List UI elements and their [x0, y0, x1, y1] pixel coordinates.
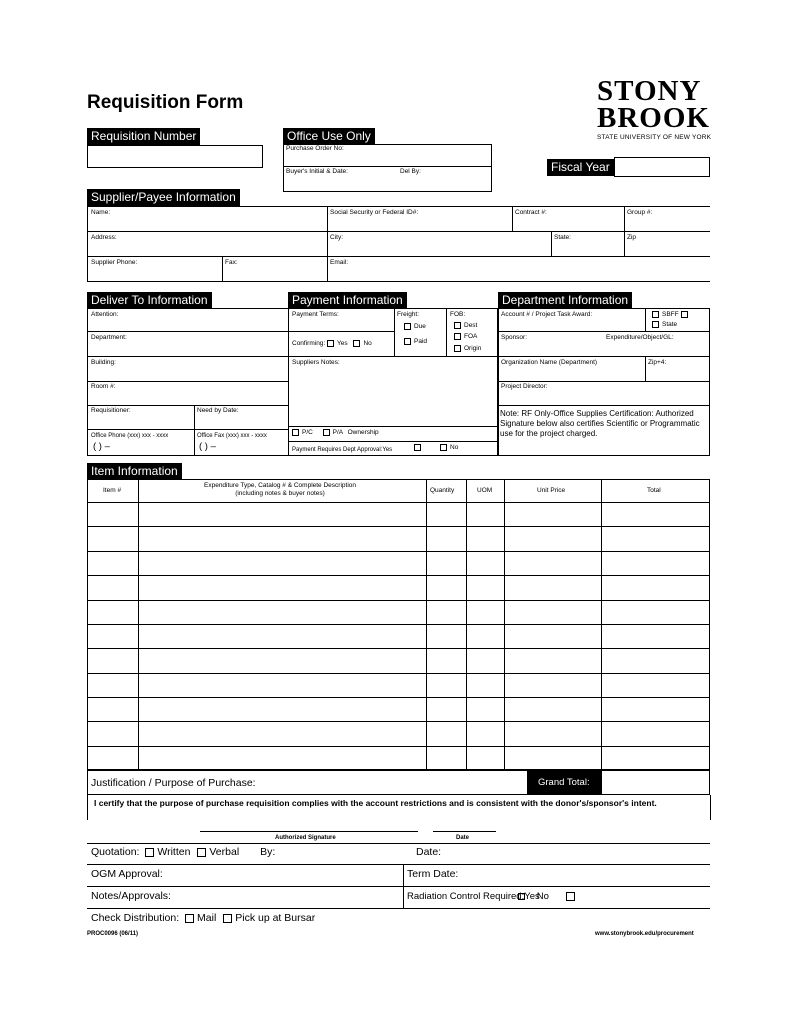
- divider: [87, 429, 289, 430]
- pc-pa-row: [292, 429, 379, 437]
- quotation-date-label: Date:: [416, 846, 442, 858]
- supplier-ssn-label: Social Security or Federal ID#:: [330, 209, 419, 216]
- quotation-row: [91, 846, 275, 858]
- logo-line2: BROOK: [597, 102, 710, 134]
- room-label: Room #:: [91, 383, 116, 390]
- table-row: [87, 526, 710, 527]
- confirming-text: Confirming:: [292, 340, 326, 348]
- radiation-label: Radiation Control Required:Yes: [407, 891, 540, 902]
- supplier-address-label: Address:: [91, 234, 117, 241]
- check-distribution-label: Check Distribution:: [91, 912, 180, 924]
- divider: [87, 356, 289, 357]
- supplier-name-label: Name:: [91, 209, 111, 216]
- certification-text: I certify that the purpose of purchase requisition complies with the account restrictions and is consistent with the donor's/sponsor's intent.: [94, 798, 657, 808]
- confirming-yes-label: Yes: [337, 340, 348, 348]
- fob-origin-label: Origin: [464, 345, 482, 353]
- dept-approval-yes-checkbox[interactable]: [414, 444, 421, 451]
- table-row: [87, 551, 710, 552]
- divider: [87, 502, 710, 503]
- table-row: [87, 697, 710, 698]
- signature-date-label: Date: [456, 835, 470, 841]
- sbrf-label: SBFF: [662, 311, 679, 319]
- col-item: Item #: [103, 487, 122, 494]
- divider: [222, 256, 223, 281]
- supplier-contract-label: Contract #:: [515, 209, 547, 216]
- divider: [288, 356, 498, 357]
- pc-checkbox[interactable]: [292, 429, 299, 436]
- divider: [551, 231, 552, 256]
- office-fax-label: Office Fax (xxx) xxx - xxxx: [197, 433, 267, 439]
- quotation-written-checkbox[interactable]: [145, 848, 154, 857]
- fob-dest-label: Dest: [464, 322, 478, 330]
- account-label: Account # / Project Task Award:: [501, 311, 593, 318]
- department-label: Department:: [91, 334, 127, 341]
- dept-approval-yes-checkbox-wrap: [414, 444, 424, 452]
- signature-date-line[interactable]: [433, 831, 496, 832]
- buyer-initial-label: Buyer's Initial & Date:: [286, 168, 348, 175]
- freight-label: Freight:: [397, 311, 420, 318]
- quotation-label: Quotation:: [91, 846, 140, 858]
- ogm-approval-label: OGM Approval:: [91, 868, 163, 880]
- divider: [403, 864, 404, 908]
- authorized-signature-label: Authorized Signature: [275, 835, 336, 841]
- justification-label: Justification / Purpose of Purchase:: [91, 777, 256, 789]
- radiation-row: [407, 891, 578, 902]
- fob-label: FOB:: [450, 311, 466, 318]
- divider: [87, 206, 88, 281]
- requisitioner-label: Requisitioner:: [91, 407, 131, 414]
- building-label: Building:: [91, 359, 116, 366]
- fiscal-year-field[interactable]: [614, 157, 710, 177]
- supplier-email-label: Email:: [330, 259, 349, 266]
- divider: [87, 795, 88, 820]
- project-director-label: Project Director:: [501, 383, 548, 390]
- pickup-checkbox[interactable]: [223, 914, 232, 923]
- divider: [87, 206, 710, 207]
- form-title: Requisition Form: [87, 92, 244, 113]
- divider: [283, 166, 492, 167]
- suppliers-notes-label: Suppliers Notes:: [292, 359, 340, 366]
- divider: [624, 206, 625, 256]
- table-row: [87, 648, 710, 649]
- divider: [87, 886, 710, 887]
- org-name-label: Organization Name (Department): [501, 359, 598, 366]
- supplier-fax-label: Fax:: [225, 259, 238, 266]
- divider: [87, 381, 289, 382]
- fob-dest-checkbox[interactable]: [454, 322, 461, 329]
- supplier-state-label: State:: [554, 234, 571, 241]
- divider: [288, 426, 498, 427]
- radiation-yes-checkbox[interactable]: [518, 893, 525, 900]
- purchase-order-label: Purchase Order No:: [286, 145, 344, 152]
- pc-label: P/C: [302, 429, 313, 437]
- expenditure-label: Expenditure/Object/GL:: [606, 334, 674, 341]
- department-header: Department Information: [498, 292, 632, 309]
- fob-dest: [454, 322, 477, 330]
- form-code: PROC0096 (06/11): [87, 931, 139, 937]
- freight-due-label: Due: [414, 323, 426, 331]
- table-row: [87, 575, 710, 576]
- supplier-phone-label: Supplier Phone:: [91, 259, 138, 266]
- office-phone-label: Office Phone (xxx) xxx - xxxx: [91, 433, 169, 439]
- divider: [288, 441, 498, 442]
- freight-due: [404, 323, 426, 331]
- divider: [87, 231, 710, 232]
- table-row: [87, 673, 710, 674]
- need-by-label: Need by Date:: [197, 407, 239, 414]
- table-row: [87, 746, 710, 747]
- item-header: Item Information: [87, 463, 182, 480]
- freight-paid: [404, 338, 427, 346]
- divider: [87, 843, 710, 844]
- supplier-city-label: City:: [330, 234, 343, 241]
- confirming-label: [292, 340, 372, 348]
- freight-paid-label: Paid: [414, 338, 428, 346]
- check-distribution-row: [91, 912, 315, 924]
- col-description: Expenditure Type, Catalog # & Complete Description (including notes & buyer notes): [204, 482, 356, 497]
- fob-origin-checkbox[interactable]: [454, 345, 461, 352]
- fob-foa-checkbox[interactable]: [454, 333, 461, 340]
- supplier-header: Supplier/Payee Information: [87, 189, 240, 206]
- dept-approval-no-checkbox[interactable]: [440, 444, 447, 451]
- dept-approval-label: Payment Requires Dept Approval:Yes: [292, 447, 393, 453]
- state-label: State: [662, 321, 678, 329]
- university-logo: [597, 75, 712, 141]
- fob-foa-label: FOA: [464, 333, 478, 341]
- col-quantity: Quantity: [430, 487, 455, 494]
- fob-foa: [454, 333, 477, 341]
- quotation-written-label: Written: [157, 846, 191, 858]
- divider: [498, 356, 710, 357]
- sbrf-checkbox-2[interactable]: [681, 311, 688, 318]
- dept-approval-no-wrap: [440, 444, 458, 452]
- deliver-header: Deliver To Information: [87, 292, 212, 309]
- col-unit-price: Unit Price: [537, 487, 566, 494]
- divider: [498, 381, 710, 382]
- mail-checkbox[interactable]: [185, 914, 194, 923]
- payment-terms-label: Payment Terms:: [292, 311, 339, 318]
- divider: [87, 331, 289, 332]
- rf-note: Note: RF Only-Office Supplies Certification: Authorized Signature below also certifies Scientific or Programmatic use for the project charged.: [500, 409, 700, 438]
- requisition-number-field[interactable]: [87, 145, 263, 168]
- grand-total-label: Grand Total:: [538, 777, 590, 788]
- sbrf-option: [652, 311, 691, 319]
- office-phone-format[interactable]: ( ) –: [93, 441, 110, 452]
- divider: [288, 331, 394, 332]
- notes-approvals-label: Notes/Approvals:: [91, 890, 171, 902]
- divider: [512, 206, 513, 231]
- requisition-number-header: Requisition Number: [87, 128, 200, 145]
- table-row: [87, 600, 710, 601]
- quotation-by-label: By:: [260, 846, 276, 858]
- supplier-group-label: Group #:: [627, 209, 653, 216]
- sbrf-checkbox[interactable]: [652, 311, 659, 318]
- divider: [645, 356, 646, 381]
- sponsor-label: Sponsor:: [501, 334, 528, 341]
- pa-checkbox[interactable]: [323, 429, 330, 436]
- office-use-header: Office Use Only: [283, 128, 375, 145]
- dept-approval-no-label: No: [450, 444, 459, 452]
- confirming-no-checkbox[interactable]: [353, 340, 360, 347]
- fiscal-year-label: Fiscal Year: [547, 159, 614, 176]
- quotation-verbal-label: Verbal: [209, 846, 240, 858]
- divider: [194, 405, 195, 456]
- payment-header: Payment Information: [288, 292, 407, 309]
- pa-label: P/A: [332, 429, 343, 437]
- divider: [601, 770, 602, 795]
- supplier-zip-label: Zip: [627, 234, 637, 241]
- quotation-verbal-checkbox[interactable]: [197, 848, 206, 857]
- col-total: Total: [647, 487, 661, 494]
- divider: [87, 405, 289, 406]
- del-by-label: Del By:: [400, 168, 421, 175]
- pickup-label: Pick up at Bursar: [235, 912, 316, 924]
- signature-line[interactable]: [200, 831, 418, 832]
- attention-label: Attention:: [91, 311, 119, 318]
- fob-origin: [454, 345, 481, 353]
- divider: [498, 405, 710, 406]
- divider: [87, 908, 710, 909]
- table-row: [87, 721, 710, 722]
- divider: [87, 256, 710, 257]
- mail-label: Mail: [197, 912, 217, 924]
- confirming-no-label: No: [363, 340, 372, 348]
- divider: [645, 308, 646, 331]
- table-row: [87, 624, 710, 625]
- divider: [87, 281, 710, 282]
- logo-subtitle: STATE UNIVERSITY OF NEW YORK: [597, 134, 712, 141]
- state-option: [652, 321, 677, 329]
- divider: [498, 331, 710, 332]
- col-uom: UOM: [477, 487, 493, 494]
- divider: [446, 308, 447, 356]
- logo-line1: STONY: [597, 75, 702, 107]
- confirming-yes-checkbox[interactable]: [327, 340, 334, 347]
- state-checkbox[interactable]: [652, 321, 659, 328]
- radiation-no-label: No: [536, 891, 549, 902]
- ownership-label: Ownership: [347, 429, 379, 437]
- freight-paid-checkbox[interactable]: [404, 338, 411, 345]
- term-date-label: Term Date:: [407, 868, 459, 880]
- office-fax-format[interactable]: ( ) –: [199, 441, 216, 452]
- procurement-url[interactable]: www.stonybrook.edu/procurement: [595, 931, 694, 937]
- divider: [710, 795, 711, 820]
- divider: [394, 308, 395, 356]
- radiation-no-checkbox[interactable]: [566, 892, 575, 901]
- divider: [87, 864, 710, 865]
- freight-due-checkbox[interactable]: [404, 323, 411, 330]
- zip4-label: Zip+4:: [648, 359, 667, 366]
- divider: [327, 206, 328, 281]
